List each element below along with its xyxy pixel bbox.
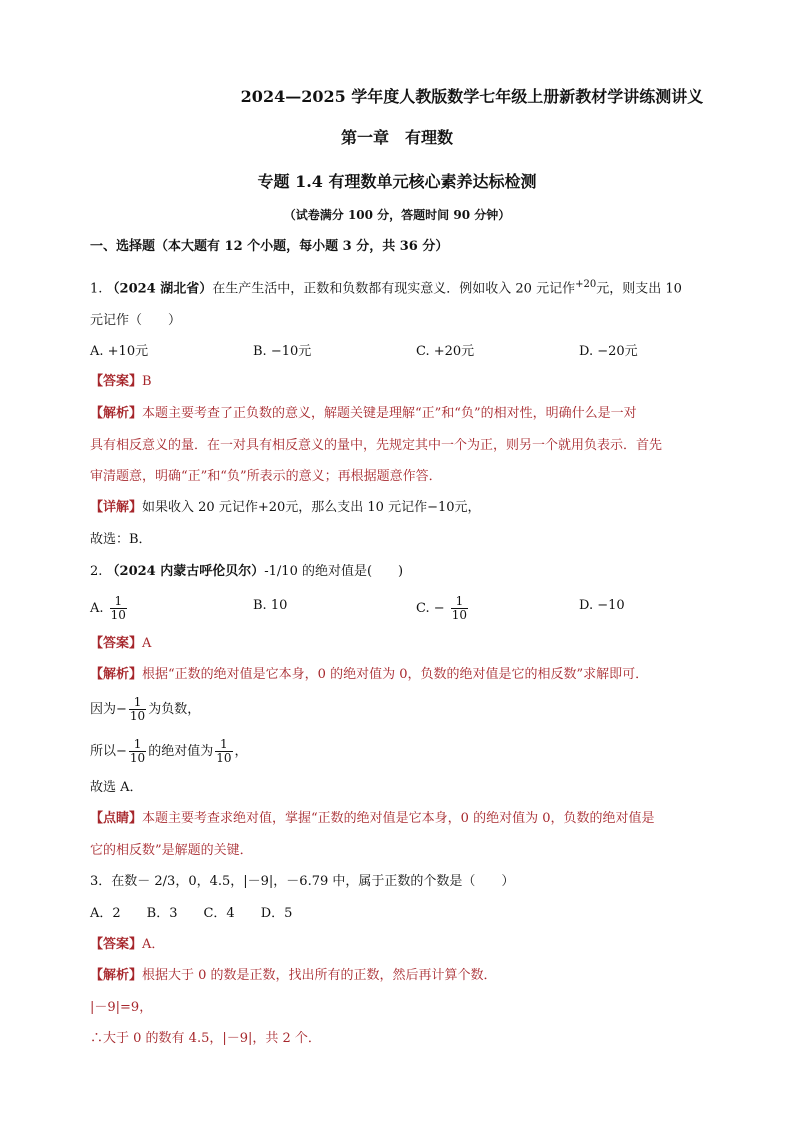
analysis-tag: 【解析】 [90, 667, 143, 682]
detail-line [90, 498, 704, 518]
step-line [90, 693, 704, 727]
options-row: A．2 B．3 C．4 D．5 [90, 906, 293, 921]
step-text: 为负数， [148, 702, 201, 717]
analysis-tag: 【解析】 [90, 968, 143, 983]
document-title: 2024—2025 学年度人教版数学七年级上册新教材学讲练测讲义 [240, 87, 704, 106]
detail-text: 如果收入 20 元记作+20元，那么支出 10 元记作−10元， [142, 500, 481, 515]
answer-tag: 【答案】 [90, 374, 143, 389]
question-text: -1/10 的绝对值是( ) [264, 564, 404, 579]
answer-value: A [142, 636, 152, 651]
question-source: （2024 内蒙古呼伦贝尔） [106, 564, 265, 579]
comment-text: 它的相反数”是解题的关键． [90, 843, 253, 858]
step-line: ∴大于 0 的数有 4.5，|－9|，共 2 个． [90, 1031, 321, 1046]
question-1 [90, 275, 704, 299]
question-number: 1. [90, 281, 103, 297]
option-a [90, 595, 129, 622]
analysis-line [90, 665, 704, 685]
fraction-denominator: 10 [129, 709, 146, 723]
fraction [451, 595, 468, 622]
question-text: 元，则支出 10 [596, 281, 682, 297]
analysis-line [90, 404, 704, 424]
answer-line [90, 372, 704, 392]
conclusion: 故选 A． [90, 780, 143, 795]
analysis-text: 根据大于 0 的数是正数，找出所有的正数，然后再计算个数． [142, 968, 497, 983]
fraction-numerator: 1 [110, 595, 127, 609]
fraction [129, 696, 146, 723]
step-text: 的绝对值为 [148, 744, 214, 759]
analysis-text: 本题主要考查了正负数的意义，解题关键是理解“正”和“负”的相对性，明确什么是一对 [142, 406, 637, 421]
fraction-numerator: 1 [451, 595, 468, 609]
option-b: B. 10 [253, 598, 288, 613]
minus-sign: − [116, 744, 127, 759]
comment-line [90, 809, 704, 829]
question-text-continued: 元记作（ ） [90, 313, 182, 328]
exam-info: （试卷满分 100 分，答题时间 90 分钟） [283, 208, 511, 222]
answer-tag: 【答案】 [90, 636, 143, 651]
detail-tag: 【详解】 [90, 500, 143, 515]
question-3: 3．在数－ 2/3，0，4.5，|－9|，－6.79 中，属于正数的个数是（ ） [90, 874, 515, 889]
fraction [110, 595, 127, 622]
analysis-text: 根据“正数的绝对值是它本身，0 的绝对值为 0，负数的绝对值是它的相反数”求解即可． [142, 667, 649, 682]
fraction-numerator: 1 [215, 738, 232, 752]
question-2 [90, 562, 704, 582]
fraction [215, 738, 232, 765]
step-line: |－9|=9， [90, 1000, 153, 1015]
question-source: （2024 湖北省） [106, 281, 213, 297]
option-label: C. − [416, 601, 445, 616]
chapter-title: 第一章 有理数 [340, 128, 453, 147]
option-a: A. +10元 [90, 344, 149, 359]
comment-text: 本题主要考查求绝对值，掌握“正数的绝对值是它本身，0 的绝对值为 0，负数的绝对值是 [142, 811, 655, 826]
step-line [90, 735, 704, 769]
fraction-denominator: 10 [451, 608, 468, 622]
minus-sign: − [116, 702, 127, 717]
option-b: B. −10元 [253, 344, 312, 359]
analysis-text: 审清题意，明确“正”和“负”所表示的意义；再根据题意作答． [90, 469, 442, 484]
fraction-denominator: 10 [216, 751, 232, 765]
answer-value: A． [142, 937, 165, 952]
step-text: 因为 [90, 702, 117, 717]
section-heading: 一、选择题（本大题有 12 个小题，每小题 3 分，共 36 分） [90, 239, 449, 254]
option-c: C. +20元 [416, 344, 475, 359]
fraction-denominator: 10 [129, 751, 146, 765]
fraction [129, 738, 146, 765]
comment-tag: 【点睛】 [90, 811, 143, 826]
option-c [416, 595, 470, 622]
analysis-tag: 【解析】 [90, 406, 143, 421]
fraction-numerator: 1 [129, 696, 146, 710]
superscript-value: +20 [575, 279, 597, 290]
fraction-denominator: 10 [110, 608, 126, 622]
answer-line [90, 634, 704, 654]
question-text: 在生产生活中，正数和负数都有现实意义．例如收入 20 元记作 [212, 281, 576, 297]
option-d: D. −10 [579, 598, 625, 613]
analysis-text: 具有相反意义的量．在一对具有相反意义的量中，先规定其中一个为正，则另一个就用负表示．首先 [90, 438, 663, 453]
analysis-line [90, 966, 704, 986]
conclusion: 故选：B． [90, 532, 152, 547]
answer-line [90, 935, 704, 955]
fraction-numerator: 1 [129, 738, 146, 752]
option-d: D. −20元 [579, 344, 638, 359]
step-text: ， [234, 744, 248, 759]
step-text: 所以 [90, 744, 117, 759]
answer-value: B [142, 374, 152, 389]
option-label: A. [90, 601, 104, 616]
topic-title: 专题 1.4 有理数单元核心素养达标检测 [257, 172, 537, 191]
answer-tag: 【答案】 [90, 937, 143, 952]
question-number: 2. [90, 564, 103, 579]
